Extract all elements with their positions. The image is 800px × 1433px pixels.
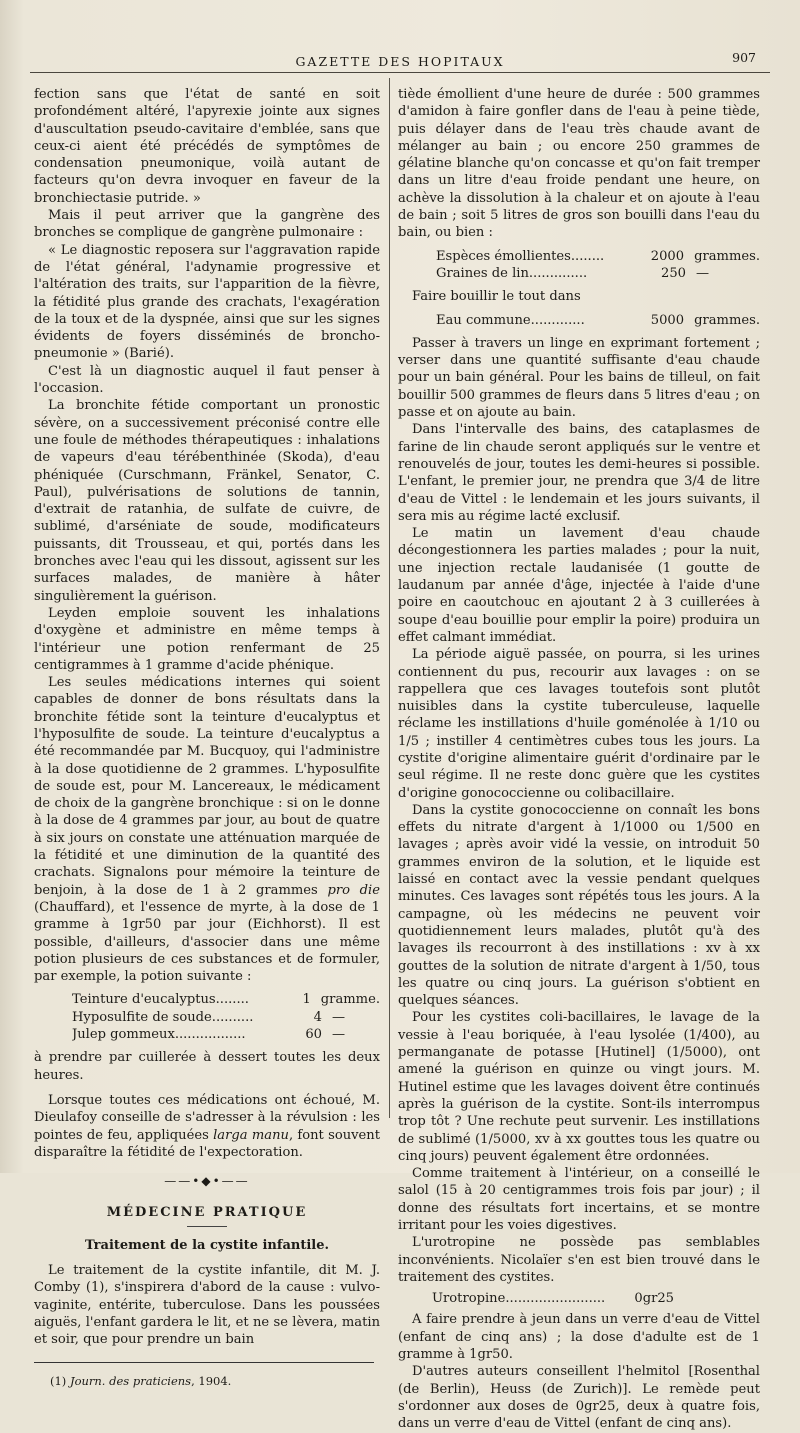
paragraph: L'urotropine ne possède pas semblables inconvénients. Nicolaïer s'en est bien trouvé dans le traitement des cystites.: [398, 1235, 760, 1285]
formula-instruction: Faire bouillir le tout dans: [412, 289, 581, 305]
formula-row: [436, 312, 760, 329]
formula-row: [436, 265, 760, 282]
paragraph-text: , font souvent disparaître la fétidité de l'expectoration.: [34, 1127, 380, 1160]
paragraph: C'est là un diagnostic auquel il faut penser à l'occasion.: [34, 363, 380, 397]
paragraph-text: (Chauffard), et l'essence de myrte, à la dose de 1 gramme à 1gr50 par jour (Eichhorst). Il est possible, d'ailleurs, d'associer dans une même potion plusieurs de ces substances et de formuler, par exemple, la potion suivante :: [34, 899, 380, 985]
ingredient-name: Julep gommeux.................: [72, 1027, 246, 1043]
section-ornament: ——•◆•——: [164, 1174, 250, 1189]
paragraph: A faire prendre à jeun dans un verre d'eau de Vittel (enfant de cinq ans) ; la dose d'adulte est de 1 gramme à 1gr50.: [398, 1312, 760, 1363]
ingredient-unit: grammes.: [694, 248, 760, 264]
ingredient-unit: —: [332, 1027, 346, 1043]
paragraph: D'autres auteurs conseillent l'helmitol [Rosenthal (de Berlin), Heuss (de Zurich)]. Le remède peut s'ordonner aux doses de 0gr25, deux à quatre fois, dans un verre d'eau de Vittel (enfant de cinq ans).: [398, 1364, 760, 1432]
water-formula: [436, 312, 760, 329]
right-column: [398, 86, 760, 1433]
ingredient-quantity: 60: [305, 1027, 322, 1043]
paragraph: Dans la cystite gonococcienne on connaît les bons effets du nitrate d'argent à 1/1000 ou 1/500 en lavages ; après avoir vidé la vessie, on introduit 50 grammes environ de la solution, et le liquide est laissé en contact avec la vessie pendant quelques minutes. Ces lavages sont répétés tous les jours. A la campagne, où les médecins ne peuvent voir quotidiennement leurs malades, plutôt qu'à des lavages ils recourront à des instillations : xv à xx gouttes de la solution de nitrate d'argent à 1/50, tous les quatre ou cinq jours. La guérison s'obtient en quelques séances.: [398, 802, 760, 1009]
ingredient-name: Urotropine........................: [432, 1291, 606, 1307]
paragraph: [34, 674, 380, 985]
ingredient-quantity: 5000: [650, 312, 685, 328]
left-column: [34, 86, 380, 1391]
urotropine-formula: [432, 1290, 760, 1307]
ingredient-quantity: 2000: [650, 248, 685, 264]
ingredient-name: Graines de lin..............: [436, 265, 588, 281]
ingredient-name: Eau commune.............: [436, 312, 585, 328]
ingredient-quantity: 4: [313, 1009, 322, 1025]
paragraph: La bronchite fétide comportant un pronostic sévère, on a successivement préconisé contre elle une foule de méthodes thérapeutiques : inhalations de vapeurs d'eau térébenthinée (Skoda), d'eau phéniquée (Curschmann, Fränkel, Senator, C. Paul), pulvérisations de solutions de tannin, d'extrait de ratanhia, de sulfate de cuivre, de sublimé, d'arséniate de soude, modificateurs puissants, dit Trousseau, et qui, portés dans les bronches avec l'eau qui les dissout, agissent sur les surfaces malades, de manière à hâter singulièrement la guérison.: [34, 398, 380, 604]
quote-paragraph: « Le diagnostic reposera sur l'aggravation rapide de l'état général, l'adynamie progressive et l'altération des traits, sur l'apparition de la fièvre, la fétidité plus grande des crachats, l'exagération de la toux et de la dyspnée, ainsi que sur les signes évidents de foyers disséminés de broncho-pneumonie » (Barié).: [34, 242, 380, 362]
section-title: MÉDECINE PRATIQUE: [106, 1205, 308, 1221]
paragraph: fection sans que l'état de santé en soit profondément altéré, l'apyrexie jointe aux signes d'auscultation pseudo-cavitaire d'emblée, sans que ceux-ci aient été précédés de symptômes de condensation pneumonique, voilà autant de facteurs qu'on devra invoquer en faveur de la bronchiectasie putride. »: [34, 87, 380, 206]
formula-row: [436, 248, 760, 265]
paragraph: Passer à travers un linge en exprimant fortement ; verser dans une quantité suffisante d'eau chaude pour un bain général. Pour les bains de tilleul, on fait bouillir 500 grammes de fleurs dans 5 litres d'eau ; on passe et on ajoute au bain.: [398, 335, 760, 421]
paragraph: [34, 1092, 380, 1161]
latin-phrase: larga manu: [213, 1127, 289, 1143]
ingredient-unit: —: [332, 1009, 346, 1025]
ingredient-quantity: 0gr25: [634, 1291, 674, 1307]
ingredient-name: Hyposulfite de soude..........: [72, 1009, 254, 1025]
paragraph: tiède émollient d'une heure de durée : 500 grammes d'amidon à faire gonfler dans de l'eau à peine tiède, puis délayer dans de l'eau très chaude avant de mélanger au bain ; ou encore 250 grammes de gélatine blanche qu'on concasse et qu'on fait tremper dans un litre d'eau froide pendant une heure, on achève la dissolution à la chaleur et on ajoute à l'eau de bain ; soit 5 litres de gros son bouilli dans l'eau du bain, ou bien :: [398, 87, 760, 241]
paragraph: Comme traitement à l'intérieur, on a conseillé le salol (15 à 20 centigrammes trois fois par jour) ; il donne des résultats fort incertains, et se montre irritant pour les voies digestives.: [398, 1166, 760, 1233]
footnote-year: , 1904.: [191, 1374, 232, 1389]
paragraph: Mais il peut arriver que la gangrène des bronches se complique de gangrène pulmonaire :: [34, 208, 380, 241]
paragraph-text: Lorsque toutes ces médications ont échoué, M. Dieulafoy conseille de s'adresser à la révulsion : les pointes de feu, appliquées: [34, 1092, 380, 1143]
footnote: [34, 1373, 380, 1390]
article-title: Traitement de la cystite infantile.: [84, 1237, 330, 1253]
formula-row: [72, 991, 380, 1008]
paragraph: Le traitement de la cystite infantile, dit M. J. Comby (1), s'inspirera d'abord de la cause : vulvo-vaginite, entérite, tuberculose. Dans les poussées aiguës, l'enfant gardera le lit, et ne se lèvera, matin et soir, que pour prendre un bain: [34, 1263, 380, 1348]
ingredient-unit: gramme.: [320, 992, 380, 1008]
paragraph: La période aiguë passée, on pourra, si les urines contiennent du pus, recourir aux lavages : on se rappellera que ces lavages toutefois sont plutôt nuisibles dans la cystite tuberculeuse, laquelle réclame les instillations d'huile goménolée à 1/10 ou 1/5 ; instiller 4 centimètres cubes tous les jours. La cystite d'origine alimentaire guérit d'ordinaire par le seul régime. Il ne reste donc guère que les cystites d'origine gonococcienne ou colibacillaire.: [398, 647, 760, 801]
journal-title: GAZETTE DES HOPITAUX: [295, 54, 505, 69]
prescription-formula: [72, 991, 380, 1043]
bath-formula: [436, 248, 760, 283]
ingredient-name: Teinture d'eucalyptus........: [72, 992, 249, 1008]
paragraph: Le matin un lavement d'eau chaude décongestionnera les parties malades ; pour la nuit, une injection rectale laudanisée (1 goutte de laudanum par année d'âge, injectée à l'aide d'une poire en caoutchouc en ajoutant 2 à 3 cuillerées à soupe d'eau bouillie pour emplir la poire) produira un effet calmant immédiat.: [398, 526, 760, 645]
ingredient-quantity: 250: [661, 265, 686, 281]
ingredient-unit: —: [696, 265, 710, 281]
formula-row: [72, 1009, 380, 1026]
footnote-rule: [34, 1362, 374, 1363]
ingredient-quantity: 1: [302, 992, 311, 1008]
paragraph-text: Les seules médications internes qui soient capables de donner de bons résultats dans la bronchite fétide sont la teinture d'eucalyptus et l'hyposulfite de soude. La teinture d'eucalyptus a été recommandée par M. Bucquoy, qui l'administre à la dose quotidienne de 2 grammes. L'hyposulfite de soude est, pour M. Lancereaux, le médicament de choix de la gangrène bronchique : si on le donne à la dose de 4 grammes par jour, au bout de quatre à six jours on constate une atténuation marquée de la fétidité et une diminution de la quantité des crachats. Signalons pour mémoire la teinture de benjoin, à la dose de 1 à 2 grammes: [34, 675, 380, 898]
footnote-marker: (1): [50, 1374, 70, 1389]
latin-phrase: pro die: [327, 882, 380, 898]
formula-row: [72, 1026, 380, 1043]
paragraph: Leyden emploie souvent les inhalations d'oxygène et administre en même temps à l'intérieur une potion renfermant de 25 centigrammes à 1 gramme d'acide phénique.: [34, 605, 380, 673]
formula-row: [432, 1290, 760, 1307]
formula-instructions: à prendre par cuillerée à dessert toutes les deux heures.: [34, 1050, 380, 1083]
paragraph: Pour les cystites coli-bacillaires, le lavage de la vessie à l'eau boriquée, à l'eau lysolée (1/400), au permanganate de potasse [Hutinel] (1/5000), ont amené la guérison en quinze ou vingt jours. M. Hutinel estime que les lavages doivent être continués après la guérison de la cystite. Sont-ils interrompus trop tôt ? Une rechute peut survenir. Les instillations de sublimé (1/5000, xv à xx gouttes tous les quatre ou cinq jours) peuvent également être ordonnées.: [398, 1010, 760, 1164]
page-header: [30, 44, 770, 73]
paragraph: Dans l'intervalle des bains, des cataplasmes de farine de lin chaude seront appliqués sur le ventre et renouvelés de jour, toutes les demi-heures si possible. L'enfant, le premier jour, ne prendra que 3/4 de litre d'eau de Vittel : le lendemain et les jours suivants, il sera mis au régime lacté exclusif.: [398, 422, 760, 524]
ingredient-name: Espèces émollientes........: [436, 248, 605, 264]
ingredient-unit: grammes.: [694, 312, 760, 328]
footnote-source: Journ. des praticiens: [69, 1374, 192, 1389]
page-number: 907: [732, 50, 756, 65]
column-divider: [389, 78, 390, 1118]
section-rule: [187, 1226, 227, 1227]
